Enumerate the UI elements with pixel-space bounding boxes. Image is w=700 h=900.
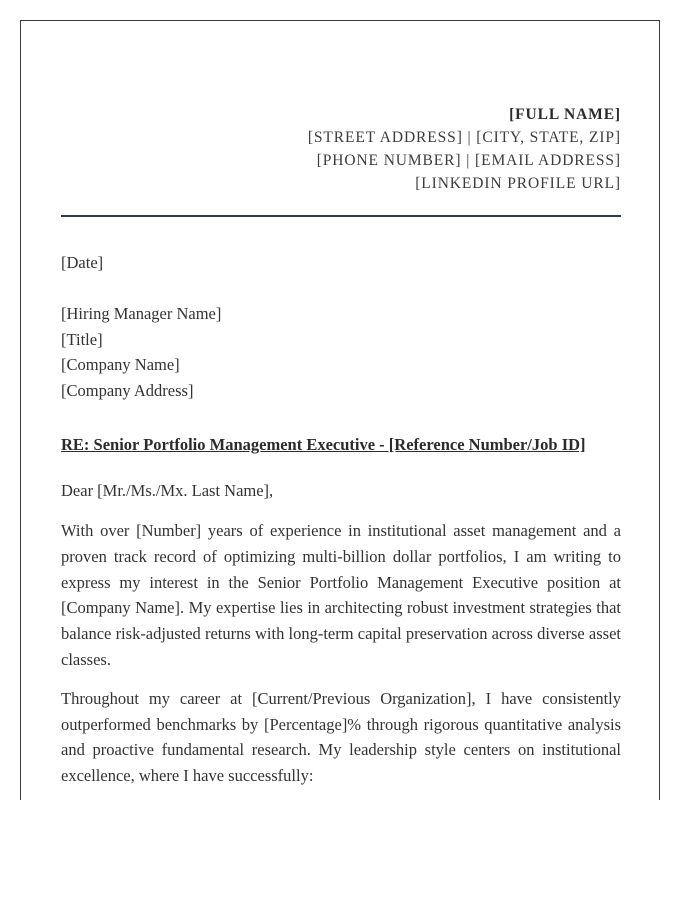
- sender-address: [STREET ADDRESS] | [CITY, STATE, ZIP]: [307, 129, 621, 146]
- body-paragraph: Throughout my career at [Current/Previous Organization], I have consistently outperformed benchmarks by [Percentage]% through rigorous quantitative analysis and proactive fundamental research. My leadership style centers on institutional excellence, where I have successfully:: [61, 688, 621, 786]
- salutation: Dear [Mr./Ms./Mx. Last Name],: [61, 480, 274, 500]
- sender-contact: [PHONE NUMBER] | [EMAIL ADDRESS]: [316, 152, 621, 169]
- letter-content: [61, 21, 621, 789]
- recipient-company: [Company Name]: [61, 355, 180, 374]
- document-page: [20, 20, 660, 800]
- header-divider: [61, 215, 621, 217]
- body-paragraph: With over [Number] years of experience in institutional asset management and a proven track record of optimizing multi-billion dollar portfolios, I am writing to express my interest in the Senior Portfolio Management Executive position at [Company Name]. My expertise lies in architecting robust investment strategies that balance risk-adjusted returns with long-term capital preservation across diverse asset classes.: [61, 521, 621, 669]
- letter-date: [Date]: [61, 253, 104, 272]
- recipient-manager: [Hiring Manager Name]: [61, 304, 222, 323]
- recipient-address: [Company Address]: [61, 380, 194, 400]
- recipient-block: [61, 301, 621, 403]
- letter-header: [61, 21, 621, 195]
- sender-full-name: [FULL NAME]: [509, 106, 621, 123]
- subject-line: RE: Senior Portfolio Management Executive - [Reference Number/Job ID]: [61, 435, 586, 454]
- recipient-title: [Title]: [61, 329, 103, 349]
- sender-linkedin: [LINKEDIN PROFILE URL]: [415, 175, 621, 192]
